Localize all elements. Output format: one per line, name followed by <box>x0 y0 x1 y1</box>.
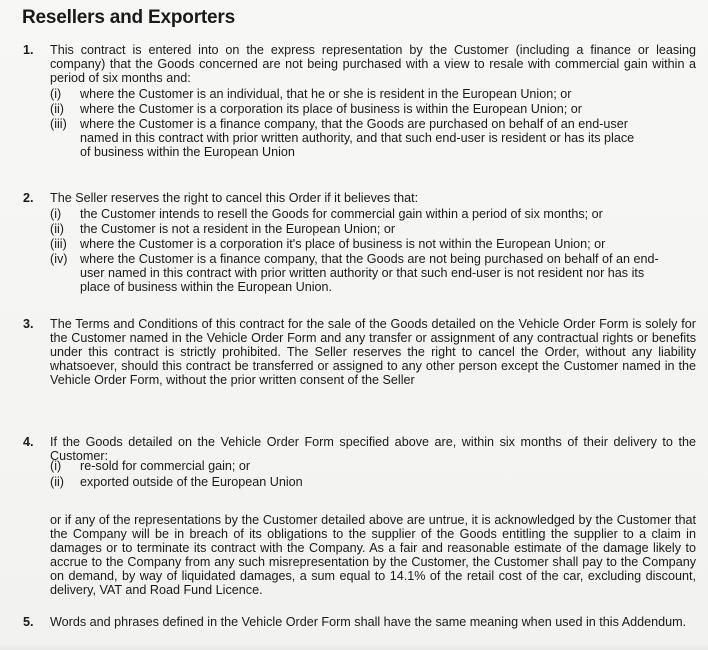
sub-item-text: where the Customer is a finance company, that the Goods are purchased on behalf of an end-user named in this contract with prior written authority, and that such end-user is resident or has its place of business within the European Union <box>80 117 635 159</box>
sub-item-text: where the Customer is a finance company, that the Goods are not being purchased on behalf of an end-user named in this contract with prior written authority or that such end-user is not resident nor has its place of business within the European Union. <box>80 252 659 294</box>
sub-item-text: where the Customer is an individual, that he or she is resident in the European Union; or <box>80 87 572 101</box>
sub-item-text: where the Customer is a corporation its place of business is within the European Union; or <box>80 102 582 116</box>
clause-paragraph: The Terms and Conditions of this contract for the sale of the Goods detailed on the Vehicle Order Form is solely for the Customer named in the Vehicle Order Form and any transfer or assignment of any contractual rights or benefits under this contract is strictly prohibited. The Seller reserves the right to cancel the Order, without any liability whatsoever, should this contract be transferred or assigned to any other person except the Customer named in the Vehicle Order Form, without the prior written consent of the Seller <box>50 317 696 387</box>
clause-paragraph: Words and phrases defined in the Vehicle Order Form shall have the same meaning when used in this Addendum. <box>50 615 687 629</box>
sub-item-mark: (ii) <box>50 475 64 489</box>
page-bottom-edge <box>0 644 708 650</box>
sub-item-text: the Customer is not a resident in the European Union; or <box>80 222 396 236</box>
sub-item-mark: (i) <box>50 87 62 101</box>
clause-number: 4. <box>23 435 34 449</box>
clause-number: 5. <box>23 615 34 629</box>
clause-continuation: or if any of the representations by the Customer detailed above are untrue, it is acknowledged by the Customer that the Company will be in breach of its obligations to the supplier of the Goods entitling the supplier to a claim in damages or to terminate its contract with the Company. As a fair and reasonable estimate of the damage likely to accrue to the Company from any such misrepresentation by the Customer, the Customer shall pay to the Company on demand, by way of liquidated damages, a sum equal to 14.1% of the retail cost of the car, excluding discount, delivery, VAT and Road Fund Licence. <box>50 513 696 597</box>
clause-paragraph: If the Goods detailed on the Vehicle Order Form specified above are, within six months of their delivery to the Customer: <box>50 435 696 463</box>
sub-item-mark: (iv) <box>50 252 68 266</box>
sub-item-mark: (i) <box>50 207 62 221</box>
sub-item-text: the Customer intends to resell the Goods for commercial gain within a period of six months; or <box>80 207 603 221</box>
clause-paragraph: The Seller reserves the right to cancel this Order if it believes that: <box>50 191 419 205</box>
sub-item-mark: (i) <box>50 459 62 473</box>
clause-paragraph: This contract is entered into on the express representation by the Customer (including a finance or leasing company) that the Goods concerned are not being purchased with a view to resale with commercial gain within a period of six months and: <box>50 43 696 85</box>
sub-item-mark: (ii) <box>50 102 64 116</box>
sub-item-mark: (iii) <box>50 237 67 251</box>
clause-number: 2. <box>23 191 34 205</box>
clause-number: 1. <box>23 43 34 57</box>
sub-item-mark: (ii) <box>50 222 64 236</box>
sub-item-text: re-sold for commercial gain; or <box>80 459 251 473</box>
sub-item-mark: (iii) <box>50 117 67 131</box>
sub-item-text: where the Customer is a corporation it's place of business is not within the European Union; or <box>80 237 606 251</box>
clause-number: 3. <box>23 317 34 331</box>
page-title: Resellers and Exporters <box>22 7 235 28</box>
sub-item-text: exported outside of the European Union <box>80 475 303 489</box>
